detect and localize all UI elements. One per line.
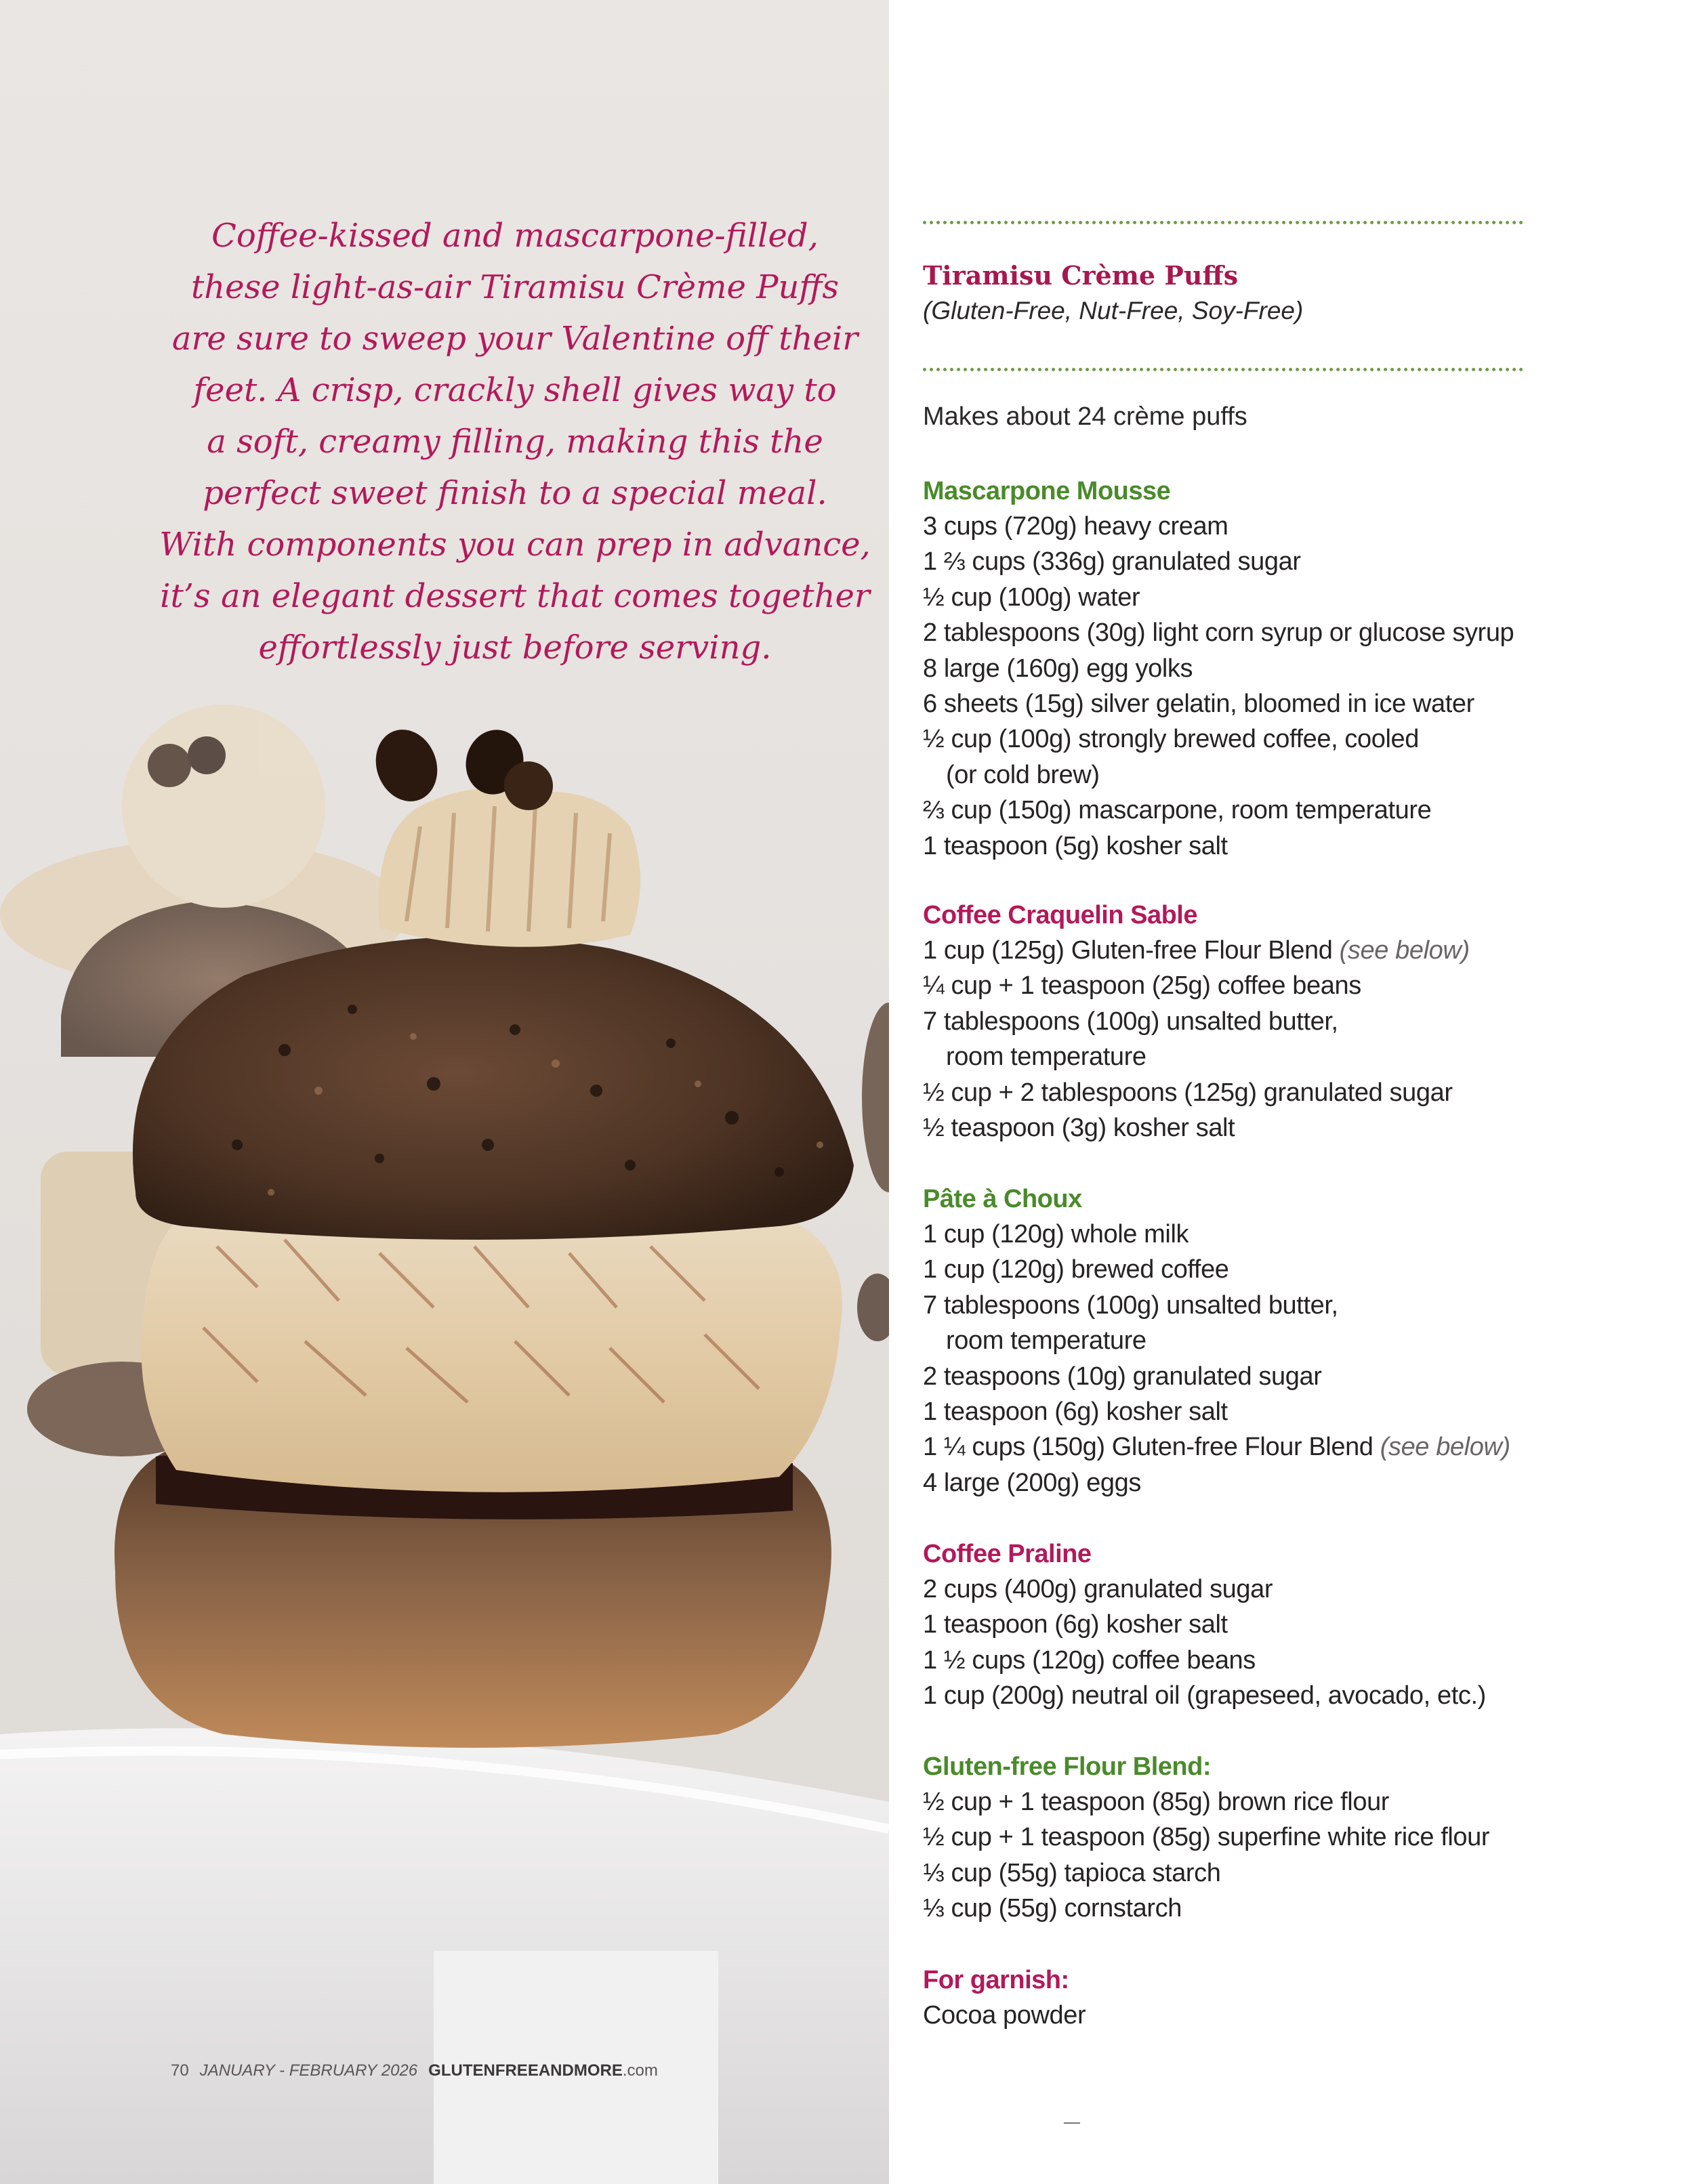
ingredient-item: 1 ½ cups (120g) coffee beans <box>923 1645 1256 1675</box>
section-coffee-praline <box>923 1536 1682 1714</box>
ingredient-item: 2 cups (400g) granulated sugar <box>923 1575 1273 1603</box>
ingredient-list <box>923 1572 1682 1714</box>
ingredient-item: 1 ⅔ cups (336g) granulated sugar <box>923 547 1301 576</box>
page-number: 70 <box>171 2061 189 2080</box>
ingredient-item: ⅓ cup (55g) cornstarch <box>923 1894 1182 1923</box>
intro-line: feet. A crisp, crackly shell gives way to <box>193 371 837 409</box>
section-coffee-craquelin-sable <box>923 898 1682 1146</box>
ingredient-item: 1 teaspoon (6g) kosher salt <box>923 1610 1228 1639</box>
ingredient-item: ½ cup + 2 tablespoons (125g) granulated sugar <box>923 1078 1453 1107</box>
ingredient-item: ½ cup + 1 teaspoon (85g) brown rice flour <box>923 1788 1390 1816</box>
ingredient-list <box>923 1998 1682 2033</box>
section-heading: Coffee Praline <box>923 1540 1092 1568</box>
issue-date: JANUARY - FEBRUARY 2026 <box>199 2061 418 2080</box>
ingredient-item: ½ cup (100g) water <box>923 583 1140 612</box>
ingredient-item: 8 large (160g) egg yolks <box>923 654 1193 683</box>
section-heading: For garnish: <box>923 1966 1069 1994</box>
ingredient-item <box>923 933 1682 968</box>
ingredient-item: (or cold brew) <box>946 760 1100 789</box>
ingredient-item: 7 tablespoons (100g) unsalted butter, <box>923 1290 1338 1320</box>
recipe-yield: Makes about 24 crème puffs <box>923 402 1247 431</box>
ingredient-list <box>923 1784 1682 1927</box>
section-gluten-free-flour-blend <box>923 1749 1682 1927</box>
intro-line: Coffee-kissed and mascarpone-filled, <box>211 217 819 255</box>
ingredient-item: 2 tablespoons (30g) light corn syrup or glucose syrup <box>923 618 1514 648</box>
ingredient-item: ⅔ cup (150g) mascarpone, room temperature <box>923 796 1432 825</box>
ingredient-item: ¼ cup + 1 teaspoon (25g) coffee beans <box>923 971 1361 1001</box>
intro-line: it’s an elegant dessert that comes together <box>160 577 870 615</box>
ingredient-item: 3 cups (720g) heavy cream <box>923 512 1228 541</box>
intro-line: are sure to sweep your Valentine off their <box>171 320 859 358</box>
ingredient-item: 7 tablespoons (100g) unsalted butter, <box>923 1007 1338 1036</box>
ingredient-item: ½ cup (100g) strongly brewed coffee, cooled <box>923 725 1420 754</box>
intro-line: effortlessly just before serving. <box>258 629 772 667</box>
section-heading: Mascarpone Mousse <box>923 477 1171 505</box>
see-below-note: (see below) <box>1339 936 1470 965</box>
ingredient-text: 1 cup (125g) Gluten-free Flour Blend <box>923 936 1333 965</box>
divider-middle <box>923 368 1523 371</box>
ingredient-item: 1 teaspoon (6g) kosher salt <box>923 1398 1228 1427</box>
intro-line: With components you can prep in advance, <box>159 526 871 564</box>
section-heading: Coffee Craquelin Sable <box>923 901 1197 929</box>
ingredient-list <box>923 509 1682 864</box>
ingredient-item: 2 teaspoons (10g) granulated sugar <box>923 1362 1322 1391</box>
ingredient-item: 1 cup (200g) neutral oil (grapeseed, avocado, etc.) <box>923 1681 1486 1710</box>
ingredient-text: 1 ¼ cups (150g) Gluten-free Flour Blend <box>923 1433 1373 1462</box>
website-name: GLUTENFREEANDMORE <box>428 2061 623 2080</box>
section-pate-a-choux <box>923 1181 1682 1500</box>
ingredient-item <box>923 1429 1682 1465</box>
ingredient-item: 1 cup (120g) whole milk <box>923 1220 1189 1248</box>
ingredient-item: 6 sheets (15g) silver gelatin, bloomed in ice water <box>923 690 1474 719</box>
intro-line: perfect sweet finish to a special meal. <box>203 474 827 512</box>
section-heading: Pâte à Choux <box>923 1185 1082 1213</box>
ingredient-item: room temperature <box>946 1043 1146 1072</box>
ingredient-item: room temperature <box>946 1326 1146 1356</box>
ingredient-item: 1 teaspoon (5g) kosher salt <box>923 831 1228 860</box>
see-below-note: (see below) <box>1380 1433 1510 1462</box>
page-footer <box>171 2061 658 2080</box>
intro-line: these light-as-air Tiramisu Crème Puffs <box>190 268 840 306</box>
intro-line: a soft, creamy filling, making this the <box>207 423 823 461</box>
ingredient-item: ½ cup + 1 teaspoon (85g) superfine white rice flour <box>923 1823 1490 1852</box>
ingredient-list <box>923 1217 1682 1500</box>
section-for-garnish <box>923 1962 1682 2033</box>
website-suffix: .com <box>622 2061 658 2080</box>
divider-top <box>923 221 1523 224</box>
ingredient-item: 1 cup (120g) brewed coffee <box>923 1255 1229 1284</box>
recipe-subtitle: (Gluten-Free, Nut-Free, Soy-Free) <box>923 297 1304 324</box>
ingredient-item: Cocoa powder <box>923 2001 1086 2030</box>
page-mark <box>1064 2122 1080 2124</box>
recipe-title: Tiramisu Crème Puffs <box>923 260 1239 291</box>
ingredient-item: 4 large (200g) eggs <box>923 1468 1141 1497</box>
section-heading: Gluten-free Flour Blend: <box>923 1752 1211 1781</box>
ingredient-list <box>923 933 1682 1146</box>
ingredient-item: ⅓ cup (55g) tapioca starch <box>923 1858 1221 1887</box>
section-mascarpone-mousse <box>923 474 1682 864</box>
ingredient-item: ½ teaspoon (3g) kosher salt <box>923 1114 1235 1143</box>
intro-paragraph <box>156 210 874 673</box>
